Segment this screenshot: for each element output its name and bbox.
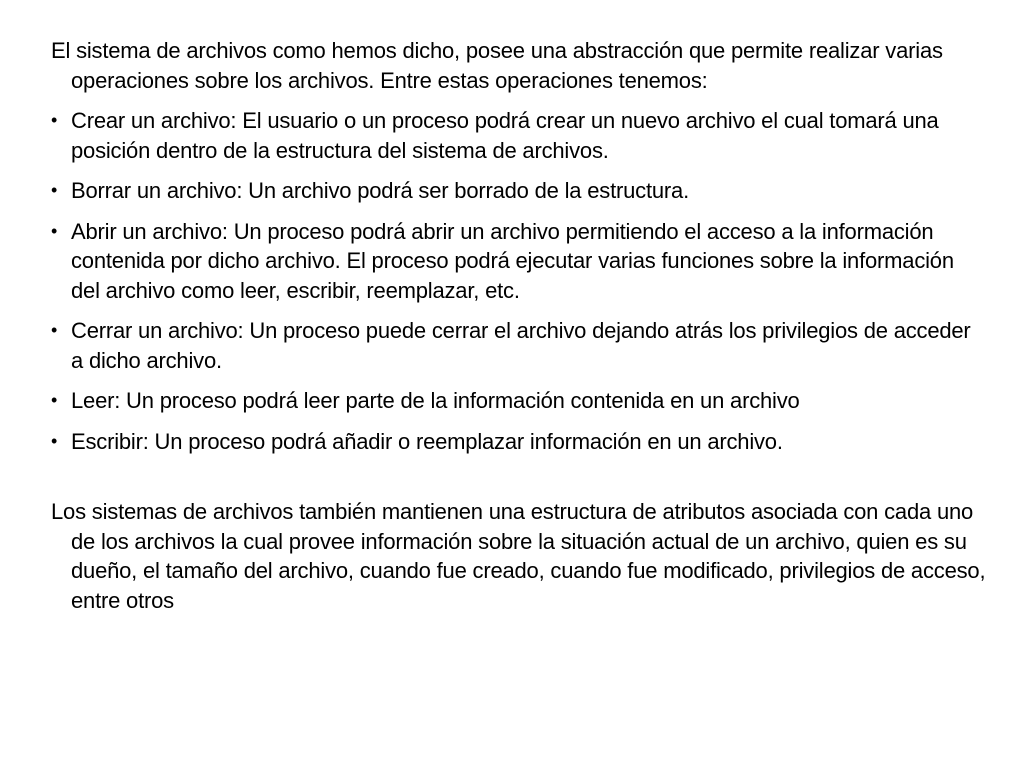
bullet-dot-icon: • [51,180,58,200]
bullet-text: Abrir un archivo: Un proceso podrá abrir un archivo permitiendo el acceso a la información contenida por dicho archivo. El proceso podrá ejecutar varias funciones sobre la información del archivo como leer, escribir, reemplazar, etc. [71,218,954,303]
bullet-text: Borrar un archivo: Un archivo podrá ser borrado de la estructura. [71,178,689,203]
bullet-text: Leer: Un proceso podrá leer parte de la información contenida en un archivo [71,388,800,413]
bullet-item-abrir [51,217,987,306]
bullet-text: Cerrar un archivo: Un proceso puede cerrar el archivo dejando atrás los privilegios de acceder a dicho archivo. [71,318,971,373]
bullet-item-leer [51,386,987,416]
bullet-text: Crear un archivo: El usuario o un proceso podrá crear un nuevo archivo el cual tomará una posición dentro de la estructura del sistema de archivos. [71,108,939,163]
slide-body [51,36,987,626]
bullet-item-borrar [51,176,987,206]
bullet-dot-icon: • [51,430,58,451]
bullet-item-cerrar [51,316,987,375]
bullet-text: Escribir: Un proceso podrá añadir o reemplazar información en un archivo. [71,428,783,454]
spacer [51,467,987,497]
bullet-dot-icon: • [51,320,58,340]
bullet-dot-icon: • [51,220,58,241]
bullet-item-escribir [51,427,987,457]
bullet-dot-icon: • [51,390,58,410]
closing-paragraph: Los sistemas de archivos también mantienen una estructura de atributos asociada con cada uno de los archivos la cual provee información sobre la situación actual de un archivo, quien es su dueño, el tamaño del archivo, cuando fue creado, cuando fue modificado, privilegios de acceso, entre otros [51,499,986,613]
bullet-item-crear [51,106,987,165]
intro-paragraph: El sistema de archivos como hemos dicho, posee una abstracción que permite realizar varias operaciones sobre los archivos. Entre estas operaciones tenemos: [51,38,943,93]
bullet-dot-icon: • [51,110,58,130]
